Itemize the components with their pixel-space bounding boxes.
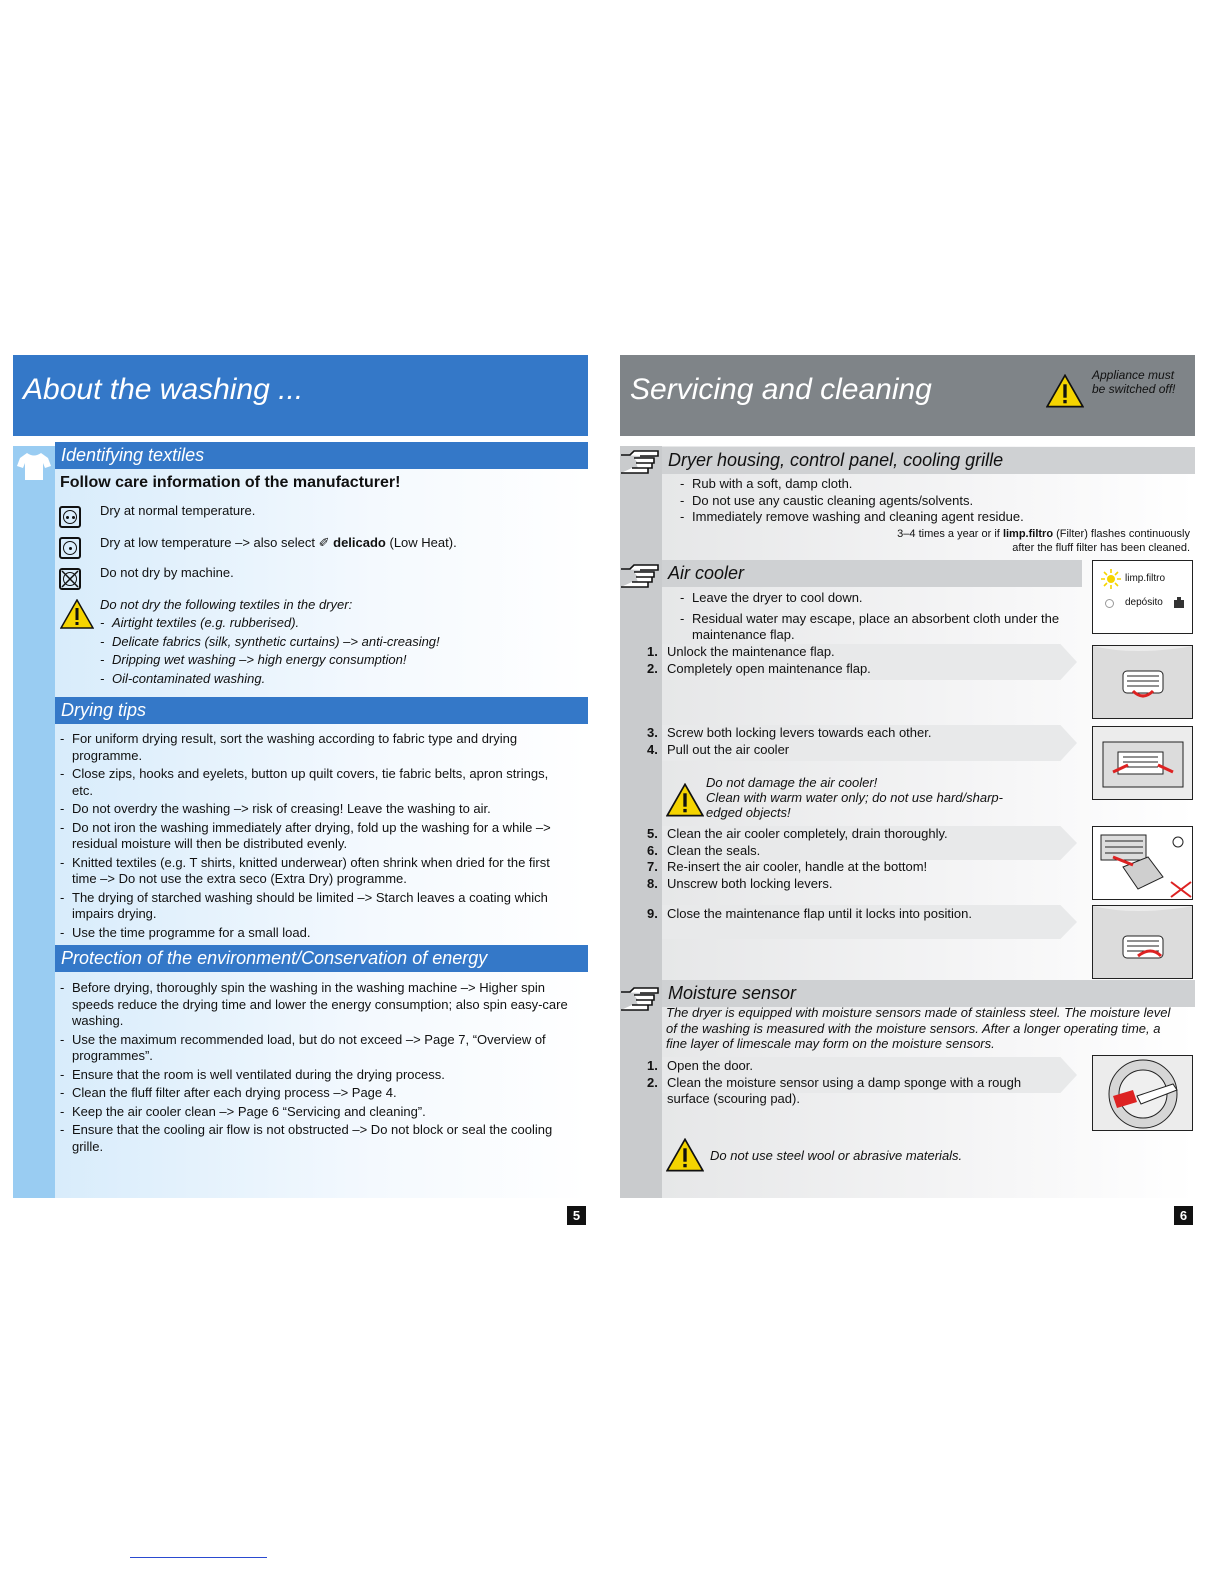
symbol-low-text-after: (Low Heat). bbox=[389, 535, 457, 550]
symbol-low-text bbox=[100, 535, 457, 552]
list-item: - Ensure that the cooling air flow is not obstructed –> Do not block or seal the cooling grille. bbox=[60, 1122, 553, 1154]
care-note: Follow care information of the manufacturer! bbox=[60, 474, 401, 491]
delicado-icon: ✐ bbox=[318, 535, 330, 550]
list-item: 9. Close the maintenance flap until it locks into position. bbox=[647, 906, 972, 921]
list-item: 5. Clean the air cooler completely, drain thoroughly. bbox=[647, 826, 948, 841]
locking-levers-figure bbox=[1092, 726, 1193, 800]
drying-tips-heading: Drying tips bbox=[55, 697, 588, 724]
warning-intro: Do not dry the following textiles in the dryer: bbox=[100, 597, 353, 612]
list-item: 4. Pull out the air cooler bbox=[647, 741, 790, 757]
close-flap-figure bbox=[1092, 905, 1193, 979]
list-item: - Use the maximum recommended load, but do not exceed –> Page 7, “Overview of programmes”. bbox=[60, 1031, 546, 1063]
symbol-no-dry-text: Do not dry by machine. bbox=[100, 565, 234, 580]
moisture-warning: Do not use steel wool or abrasive materials. bbox=[710, 1148, 963, 1163]
dry-low-symbol-icon bbox=[59, 537, 81, 559]
environment-list bbox=[60, 980, 575, 1157]
page-number-left: 5 bbox=[567, 1206, 586, 1225]
list-item: - Dripping wet washing –> high energy consumption! bbox=[100, 652, 407, 667]
right-page-header bbox=[620, 355, 1195, 436]
air-cooler-heading: Air cooler bbox=[662, 560, 1082, 587]
housing-heading: Dryer housing, control panel, cooling grille bbox=[662, 447, 1195, 474]
left-page-title: About the washing ... bbox=[23, 373, 304, 406]
list-item: - Close zips, hooks and eyelets, button up quilt covers, tie fabric belts, apron strings, etc. bbox=[60, 766, 549, 798]
container-icon bbox=[1173, 597, 1185, 609]
list-item: - Leave the dryer to cool down. bbox=[680, 590, 863, 605]
pointing-hand-icon bbox=[620, 563, 660, 589]
clean-cooler-figure bbox=[1092, 826, 1193, 900]
list-item: 1. Unlock the maintenance flap. bbox=[647, 644, 835, 659]
do-not-tumble-dry-symbol-icon bbox=[59, 568, 81, 590]
warning-icon bbox=[60, 599, 94, 629]
control-panel-figure bbox=[1092, 560, 1193, 634]
list-item: - The drying of starched washing should be limited –> Starch leaves a coating which impairs drying. bbox=[60, 889, 548, 921]
air-cooler-warning: Do not damage the air cooler! Clean with warm water only; do not use hard/sharp- edged objects! bbox=[706, 775, 1003, 820]
list-item: 8. Unscrew both locking levers. bbox=[647, 875, 833, 891]
symbol-normal-text: Dry at normal temperature. bbox=[100, 503, 256, 518]
housing-list bbox=[680, 476, 1180, 526]
list-item: - For uniform drying result, sort the washing according to fabric type and drying programme. bbox=[60, 731, 518, 763]
list-item: - Do not overdry the washing –> risk of creasing! Leave the washing to air. bbox=[60, 801, 491, 816]
identifying-textiles-heading: Identifying textiles bbox=[55, 442, 588, 469]
list-item: 7. Re-insert the air cooler, handle at the bottom! bbox=[647, 859, 928, 874]
list-item: 2. Clean the moisture sensor using a damp sponge with a rough surface (scouring pad). bbox=[647, 1074, 1022, 1106]
dry-normal-symbol-icon bbox=[59, 506, 81, 528]
footer-underline bbox=[130, 1557, 267, 1558]
list-item: - Keep the air cooler clean –> Page 6 “Servicing and cleaning”. bbox=[60, 1103, 426, 1119]
list-item: - Airtight textiles (e.g. rubberised). bbox=[100, 615, 300, 630]
moisture-heading: Moisture sensor bbox=[662, 980, 1195, 1007]
open-flap-figure bbox=[1092, 645, 1193, 719]
warning-list bbox=[100, 615, 570, 689]
symbol-low-bold: delicado bbox=[333, 535, 386, 550]
list-item: - Ensure that the room is well ventilated during the drying process. bbox=[60, 1066, 445, 1082]
page-number-right: 6 bbox=[1174, 1206, 1193, 1225]
list-item: - Clean the fluff filter after each drying process –> Page 4. bbox=[60, 1085, 397, 1100]
warning-icon bbox=[666, 1138, 704, 1172]
sun-indicator-icon bbox=[1101, 569, 1121, 589]
environment-heading: Protection of the environment/Conservation of energy bbox=[55, 945, 588, 972]
steps-5-8 bbox=[647, 826, 1067, 892]
drying-tips-list bbox=[60, 731, 570, 943]
indicator-light-icon bbox=[1105, 599, 1114, 608]
list-item: - Delicate fabrics (silk, synthetic curtains) –> anti-creasing! bbox=[100, 633, 440, 649]
warning-icon bbox=[666, 783, 704, 817]
pointing-hand-icon bbox=[620, 986, 660, 1012]
list-item: - Before drying, thoroughly spin the washing in the washing machine –> Higher spin speeds reduce the drying time and lower the energy consumption; also spin easy-care washing. bbox=[60, 980, 568, 1028]
right-page-title: Servicing and cleaning bbox=[630, 373, 932, 406]
list-item: - Oil-contaminated washing. bbox=[100, 670, 266, 686]
steps-1-2 bbox=[647, 644, 1067, 677]
list-item: - Do not use any caustic cleaning agents/solvents. bbox=[680, 492, 974, 508]
step-9 bbox=[647, 906, 1067, 923]
steps-3-4 bbox=[647, 725, 1067, 758]
housing-note: 3–4 times a year or if limp.filtro (Filter) flashes continuously after the fluff filter has been cleaned. bbox=[897, 528, 1190, 554]
list-item: - Residual water may escape, place an absorbent cloth under the maintenance flap. bbox=[680, 610, 1060, 642]
list-item: - Knitted textiles (e.g. T shirts, knitted underwear) often shrink when dried for the first time –> Do not use the extra seco (Extra Dry) programme. bbox=[60, 854, 550, 886]
pointing-hand-icon bbox=[620, 449, 660, 475]
symbol-low-text-before: Dry at low temperature –> also select bbox=[100, 535, 315, 550]
list-item: 6. Clean the seals. bbox=[647, 842, 761, 858]
left-page-header bbox=[13, 355, 588, 436]
drum-sensor-figure bbox=[1092, 1055, 1193, 1131]
shirt-icon bbox=[17, 451, 51, 481]
moisture-intro: The dryer is equipped with moisture sensors made of stainless steel. The moisture level of the washing is measured with the moisture sensors. After a longer operating time, a fine layer of limescale may form on the moisture sensors. bbox=[666, 1005, 1171, 1051]
list-item: - Rub with a soft, damp cloth. bbox=[680, 476, 853, 491]
panel-label-container: depósito bbox=[1125, 597, 1163, 608]
list-item: - Immediately remove washing and cleaning agent residue. bbox=[680, 509, 1024, 524]
list-item: - Use the time programme for a small load. bbox=[60, 924, 311, 940]
warning-icon bbox=[1046, 374, 1084, 408]
list-item: 3. Screw both locking levers towards each other. bbox=[647, 725, 932, 740]
air-cooler-list bbox=[680, 590, 1070, 646]
moisture-steps bbox=[647, 1058, 1057, 1108]
header-warning-text: Appliance must be switched off! bbox=[1092, 368, 1176, 396]
list-item: - Do not iron the washing immediately after drying, fold up the washing for a while –> residual moisture will then be distributed evenly. bbox=[60, 819, 551, 851]
left-sidebar bbox=[13, 446, 55, 1198]
panel-label-filter: limp.filtro bbox=[1125, 573, 1166, 584]
list-item: 1. Open the door. bbox=[647, 1058, 754, 1073]
list-item: 2. Completely open maintenance flap. bbox=[647, 660, 871, 676]
